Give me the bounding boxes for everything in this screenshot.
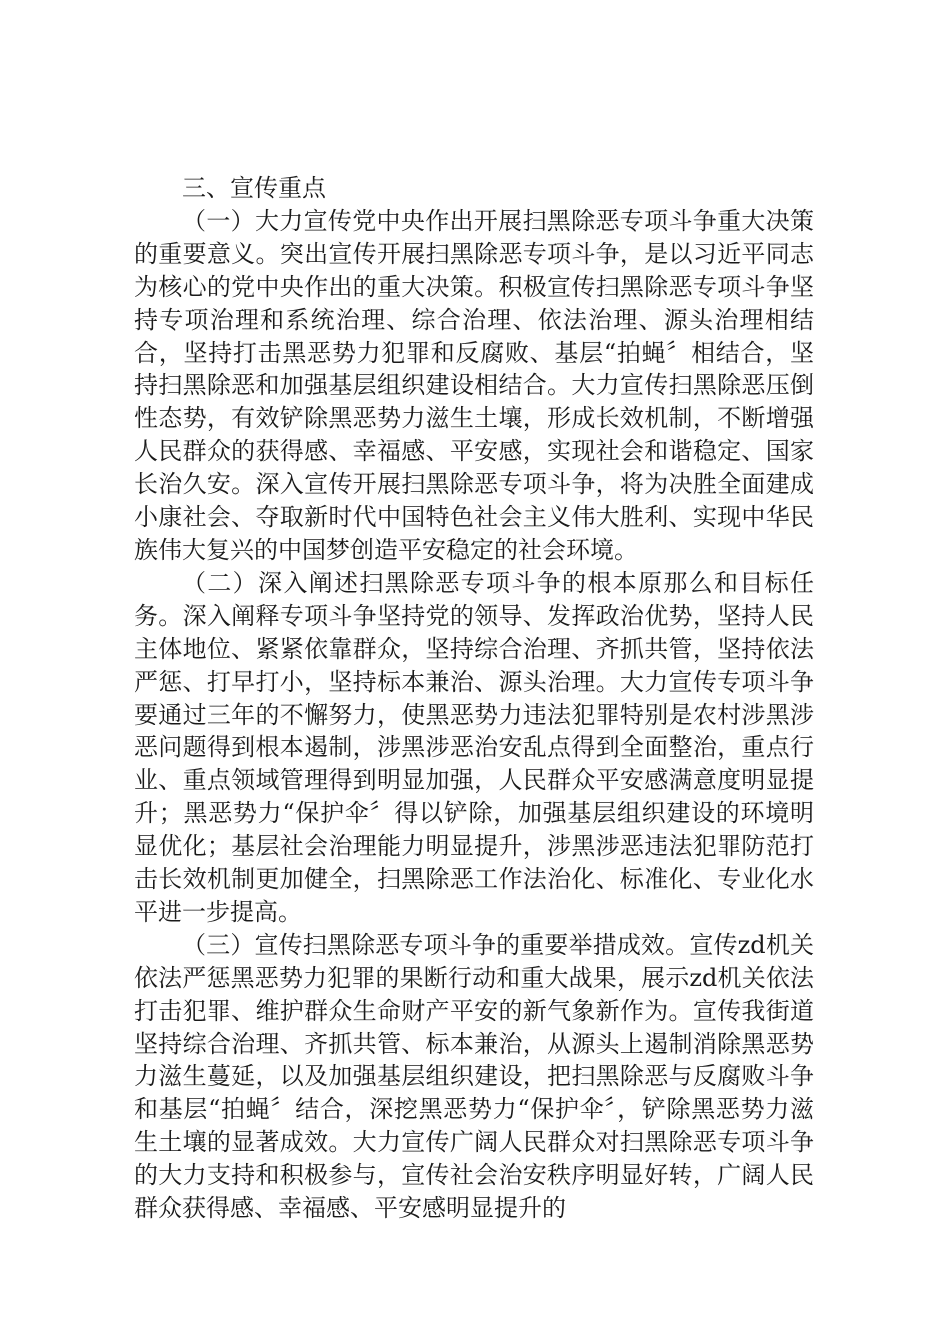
paragraph-3: （三）宣传扫黑除恶专项斗争的重要举措成效。宣传zd机关依法严惩黑恶势力犯罪的果断行动和重大战果，展示zd机关依法打击犯罪、维护群众生命财产平安的新气象新作为。宣传我街道坚持综合治理、齐抓共管、标本兼治，从源头上遏制消除黑恶势力滋生蔓延，以及加强基层组织建设，把扫黑除恶与反腐败斗争和基层“拍蝇〞结合，深挖黑恶势力“保护伞〞，铲除黑恶势力滋生土壤的显著成效。大力宣传广阔人民群众对扫黑除恶专项斗争的大力支持和积极参与，宣传社会治安秩序明显好转，广阔人民群众获得感、幸福感、平安感明显提升的: [134, 930, 814, 1223]
paragraph-2: （二）深入阐述扫黑除恶专项斗争的根本原那么和目标任务。深入阐释专项斗争坚持党的领导、发挥政治优势，坚持人民主体地位、紧紧依靠群众，坚持综合治理、齐抓共管，坚持依法严惩、打早打小，坚持标本兼治、源头治理。大力宣传专项斗争要通过三年的不懈努力，使黑恶势力违法犯罪特别是农村涉黑涉恶问题得到根本遏制，涉黑涉恶治安乱点得到全面整治，重点行业、重点领域管理得到明显加强，人民群众平安感满意度明显提升；黑恶势力“保护伞〞得以铲除，加强基层组织建设的环境明显优化；基层社会治理能力明显提升，涉黑涉恶违法犯罪防范打击长效机制更加健全，扫黑除恶工作法治化、标准化、专业化水平进一步提高。: [134, 568, 814, 926]
section-heading: 三、宣传重点: [182, 174, 326, 202]
paragraph-1: （一）大力宣传党中央作出开展扫黑除恶专项斗争重大决策的重要意义。突出宣传开展扫黑除恶专项斗争，是以习近平同志为核心的党中央作出的重大决策。积极宣传扫黑除恶专项斗争坚持专项治理和系统治理、综合治理、依法治理、源头治理相结合，坚持打击黑恶势力犯罪和反腐败、基层“拍蝇〞相结合，坚持扫黑除恶和加强基层组织建设相结合。大力宣传扫黑除恶压倒性态势，有效铲除黑恶势力滋生土壤，形成长效机制，不断增强人民群众的获得感、幸福感、平安感，实现社会和谐稳定、国家长治久安。深入宣传开展扫黑除恶专项斗争，将为决胜全面建成小康社会、夺取新时代中国特色社会主义伟大胜利、实现中华民族伟大复兴的中国梦创造平安稳定的社会环境。: [134, 206, 814, 564]
document-body: [134, 172, 814, 1225]
